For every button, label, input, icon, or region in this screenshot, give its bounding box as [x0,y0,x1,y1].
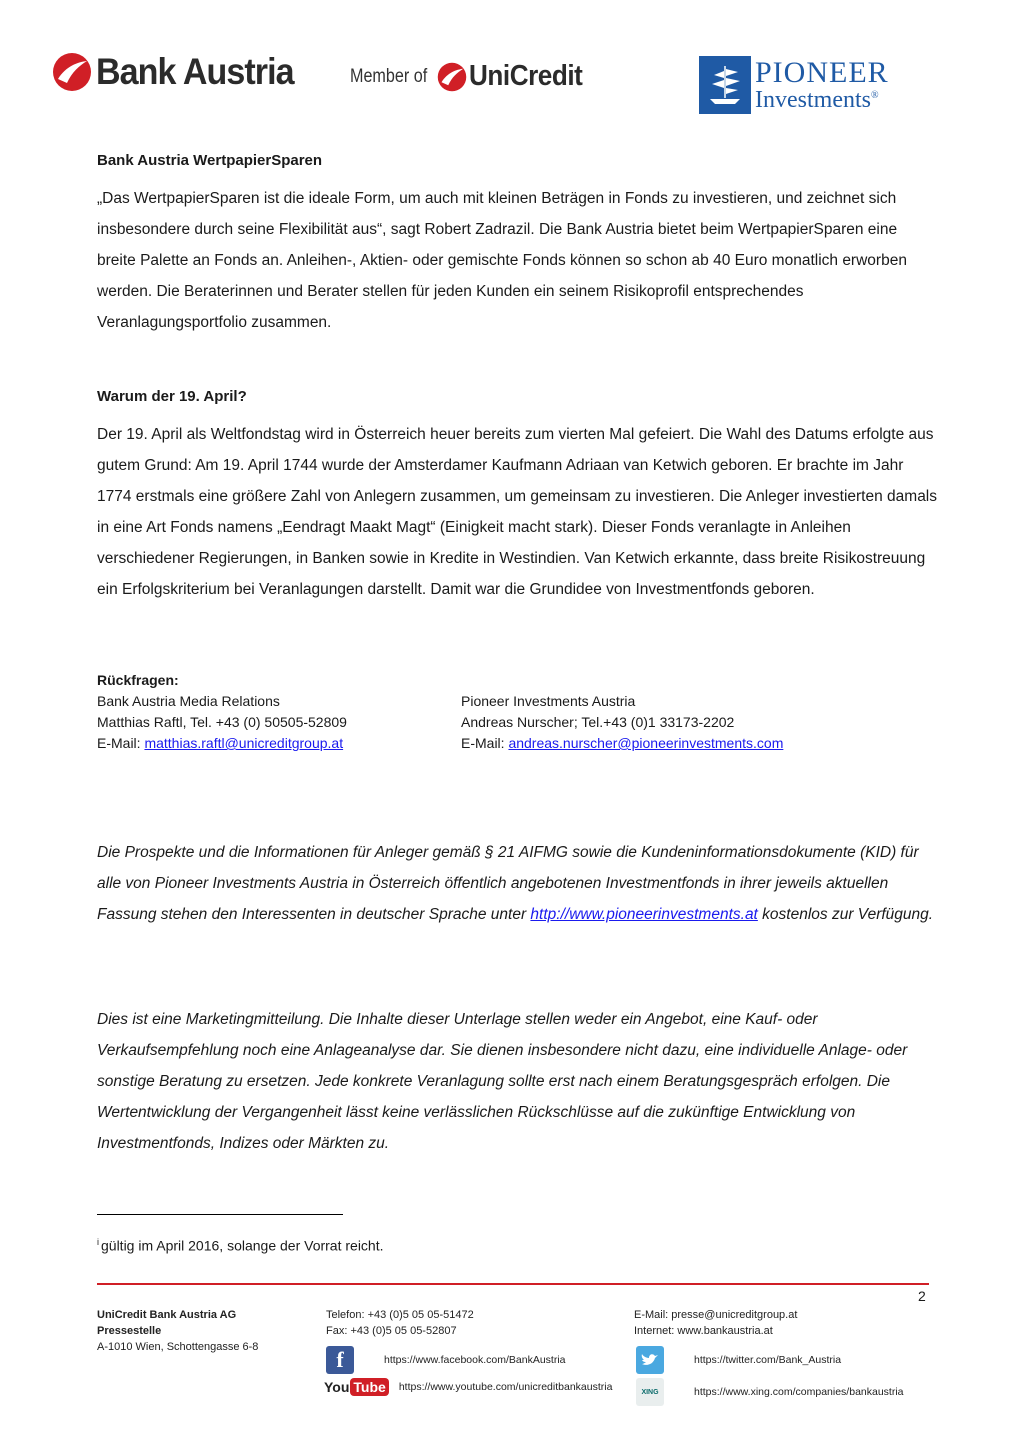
contacts-heading: Rückfragen: [97,672,179,688]
youtube-url[interactable]: https://www.youtube.com/unicreditbankaustria [398,1381,613,1393]
page-number: 2 [918,1288,926,1304]
ship-icon [699,56,751,114]
disclaimer-text: Die Prospekte und die Informationen für Anleger gemäß § 21 AIFMG sowie die Kundeninformationsdokumente (KID) für alle von Pioneer Investments Austria in Österreich öffentlich angebotenen Investmentfonds in ihrer jeweils aktuellen Fassung stehen den Interessenten in deutscher Sprache unter [97,844,919,923]
bank-austria-logo [52,50,311,94]
twitter-bird-icon[interactable] [636,1346,664,1374]
unicredit-mark-icon [437,62,467,92]
footnote-divider [97,1214,343,1215]
section-body-19-april [97,419,939,605]
youtube-you: You [324,1379,350,1395]
disclaimer-marketing [97,1004,937,1159]
unicredit-wordmark: UniCredit [468,60,583,92]
member-of-unicredit [350,60,595,93]
facebook-url[interactable]: https://www.facebook.com/BankAustria [384,1354,566,1366]
bank-austria-wordmark: Bank Austria [96,51,294,92]
pioneer-wordmark: PIONEER [755,56,889,89]
footer-street: A-1010 Wien, Schottengasse 6-8 [97,1341,259,1353]
footer-youtube[interactable] [324,1378,612,1396]
email-label: E-Mail: [461,735,509,751]
footer-divider [97,1283,929,1285]
facebook-icon[interactable]: f [326,1346,354,1374]
footer-company: UniCredit Bank Austria AG [97,1309,237,1321]
footnote-marker: i [97,1237,99,1247]
xing-icon[interactable] [636,1378,664,1406]
contact-person: Andreas Nurscher; Tel.+43 (0)1 33173-2202 [461,714,735,730]
section-title-19-april: Warum der 19. April? [97,388,247,405]
footnote-text: gültig im April 2016, solange der Vorrat reicht. [101,1237,384,1254]
contact-block-left [97,670,347,754]
investments-wordmark: Investments [755,87,871,113]
footer-phone-block [326,1307,474,1339]
paragraph: Der 19. April als Weltfondstag wird in Österreich heuer bereits zum vierten Mal gefeiert. Die Wahl des Datums erfolgte aus gutem Grund: Am 19. April 1744 wurde der Amsterdamer Kaufmann Adriaan van Ketwich geboren. Er brachte im Jahr 1774 erstmals eine größere Zahl von Anlegern zusammen, um gemeinsam zu investieren. Die Anleger investierten damals in eine Art Fonds namens „Eendragt Maakt Magt“ (Einigkeit macht stark). Dieser Fonds veranlagte in Anleihen verschiedener Regierungen, in Banken sowie in Kredite in Westindien. Van Ketwich erkannte, dass breite Risikostreuung ein Erfolgskriterium bei Veranlagungen darstellt. Damit war die Grundidee von Investmentfonds geboren. [97,426,938,598]
member-of-text: Member of [350,65,428,87]
footer-phone: Telefon: +43 (0)5 05 05-51472 [326,1309,474,1321]
footer-address [97,1307,258,1355]
contact-person: Matthias Raftl, Tel. +43 (0) 50505-52809 [97,714,347,730]
pioneer-website-link[interactable]: http://www.pioneerinvestments.at [530,906,758,923]
section-body-wertpapiersparen [97,183,937,338]
disclaimer-text: Dies ist eine Marketingmitteilung. Die Inhalte dieser Unterlage stellen weder ein Angebot, eine Kauf- oder Verkaufsempfehlung noch eine Anlageanalyse dar. Sie dienen insbesondere nicht dazu, eine individuelle Anlage- oder sonstige Beratung zu ersetzen. Jede konkrete Veranlagung sollte erst nach einem Beratungsgespräch erfolgen. Die Wertentwicklung der Vergangenheit lässt keine verlässlichen Rückschlüsse auf die zukünftige Entwicklung von Investmentfonds, Indizes oder Märkten zu. [97,1011,908,1152]
twitter-url[interactable]: https://twitter.com/Bank_Austria [694,1354,842,1366]
contact-org: Pioneer Investments Austria [461,693,636,709]
disclaimer-text: kostenlos zur Verfügung. [757,906,934,923]
xing-label: XING [641,1388,659,1396]
footer-dept: Pressestelle [97,1325,162,1337]
email-label: E-Mail: [97,735,145,751]
footer-email: E-Mail: presse@unicreditgroup.at [634,1309,798,1321]
contact-block-right [461,691,783,754]
footer-internet: Internet: www.bankaustria.at [634,1325,773,1337]
disclaimer-prospectus [97,837,937,930]
youtube-tube: Tube [350,1378,388,1396]
email-link-raftl[interactable]: matthias.raftl@unicreditgroup.at [144,735,344,751]
youtube-icon[interactable] [324,1378,389,1396]
footer-fax: Fax: +43 (0)5 05 05-52807 [326,1325,457,1337]
email-link-nurscher[interactable]: andreas.nurscher@pioneerinvestments.com [508,735,784,751]
pioneer-investments-logo [699,56,889,114]
paragraph: „Das WertpapierSparen ist die ideale Form, um auch mit kleinen Beträgen in Fonds zu investieren, und zeichnet sich insbesondere durch seine Flexibilität aus“, sagt Robert Zadrazil. Die Bank Austria bietet beim WertpapierSparen eine breite Palette an Fonds an. Anleihen-, Aktien- oder gemischte Fonds können so schon ab 40 Euro monatlich erworben werden. Die Beraterinnen und Berater stellen für jeden Kunden ein seinem Risikoprofil entsprechendes Veranlagungsportfolio zusammen. [97,190,907,331]
footer-xing[interactable] [636,1378,904,1406]
footnote [97,1237,384,1254]
registered-mark: ® [870,90,879,101]
footer-facebook[interactable] [326,1346,566,1374]
unicredit-mark-icon [52,52,92,92]
xing-url[interactable]: https://www.xing.com/companies/bankaustria [694,1386,904,1398]
section-title-wertpapiersparen: Bank Austria WertpapierSparen [97,152,323,169]
footer-twitter[interactable] [636,1346,841,1374]
footer-contact-block [634,1307,797,1339]
contact-org: Bank Austria Media Relations [97,693,280,709]
